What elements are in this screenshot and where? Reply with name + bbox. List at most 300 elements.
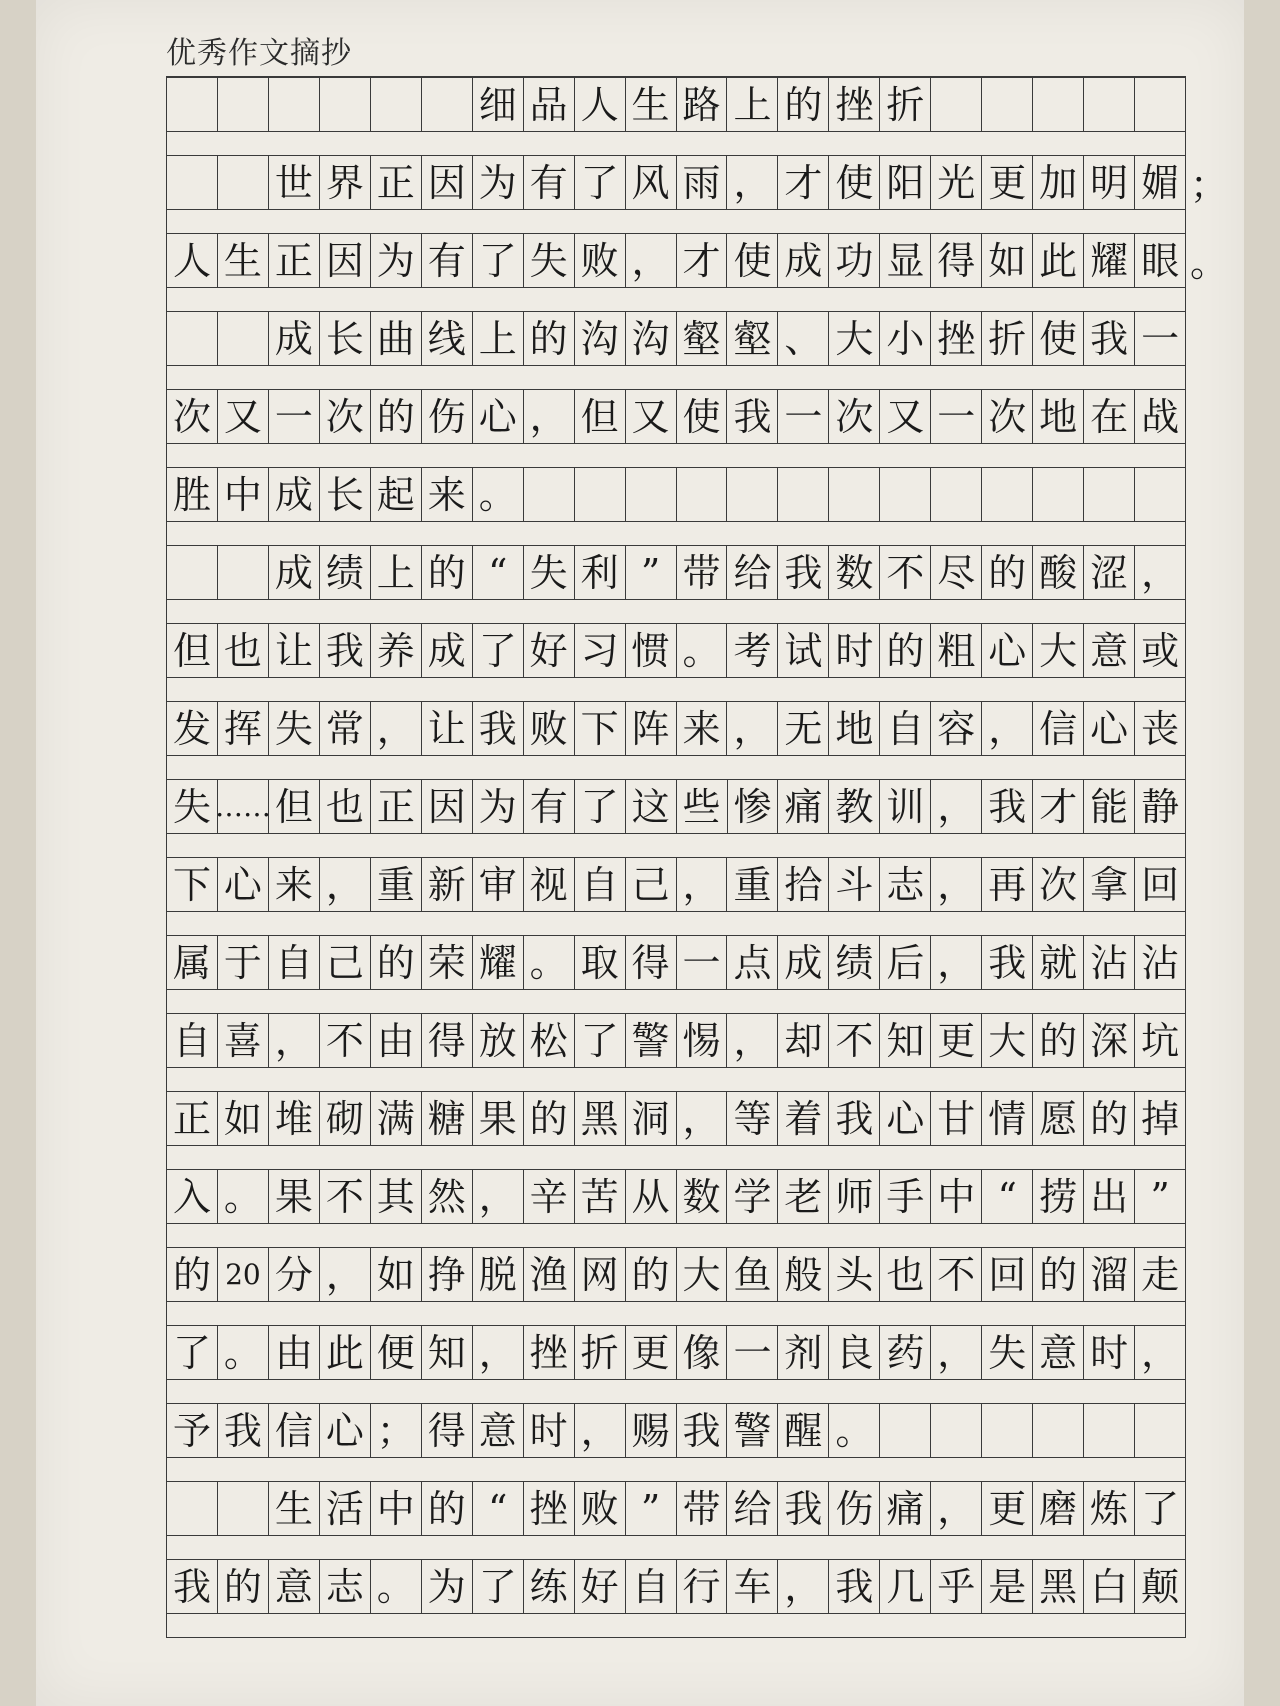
grid-cell: 甘 bbox=[931, 1092, 982, 1145]
grid-cell: 是 bbox=[982, 1560, 1033, 1613]
grid-cell: ， bbox=[320, 858, 371, 911]
grid-row-cells bbox=[166, 624, 1186, 678]
grid-cell: 地 bbox=[1033, 390, 1084, 443]
grid-row bbox=[166, 156, 1229, 234]
grid-cell bbox=[982, 468, 1033, 521]
grid-cell: 上 bbox=[727, 78, 778, 131]
grid-cell: 也 bbox=[880, 1248, 931, 1301]
grid-cell: 意 bbox=[1033, 1326, 1084, 1379]
grid-cell bbox=[167, 312, 218, 365]
grid-cell: 的 bbox=[167, 1248, 218, 1301]
grid-cell: 拿 bbox=[1084, 858, 1135, 911]
grid-cell: 得 bbox=[626, 936, 677, 989]
grid-cell: 心 bbox=[218, 858, 269, 911]
grid-cell bbox=[320, 78, 371, 131]
grid-cell: 习 bbox=[575, 624, 626, 677]
grid-cell: 一 bbox=[727, 1326, 778, 1379]
grid-row-cells bbox=[166, 936, 1186, 990]
grid-cell: 加 bbox=[1033, 156, 1084, 209]
grid-cell: ， bbox=[677, 858, 728, 911]
grid-cell bbox=[880, 1404, 931, 1457]
grid-cell: 情 bbox=[982, 1092, 1033, 1145]
grid-cell: 网 bbox=[575, 1248, 626, 1301]
grid-cell: 。 bbox=[218, 1170, 269, 1223]
grid-cell: 明 bbox=[1084, 156, 1135, 209]
grid-cell: 几 bbox=[880, 1560, 931, 1613]
grid-cell: 糖 bbox=[422, 1092, 473, 1145]
grid-cell: 渔 bbox=[524, 1248, 575, 1301]
grid-row bbox=[166, 1560, 1186, 1638]
grid-cell: 黑 bbox=[1033, 1560, 1084, 1613]
grid-cell: ， bbox=[931, 1482, 982, 1535]
grid-cell: 细 bbox=[473, 78, 524, 131]
grid-cell: 为 bbox=[473, 780, 524, 833]
grid-cell bbox=[1033, 78, 1084, 131]
grid-cell: 小 bbox=[880, 312, 931, 365]
grid-cell: 重 bbox=[727, 858, 778, 911]
grid-cell: 失 bbox=[982, 1326, 1033, 1379]
grid-cell: 下 bbox=[575, 702, 626, 755]
grid-cell: 了 bbox=[575, 156, 626, 209]
grid-cell: 点 bbox=[727, 936, 778, 989]
grid-cell: 信 bbox=[269, 1404, 320, 1457]
grid-cell: 正 bbox=[371, 780, 422, 833]
grid-cell: 阳 bbox=[880, 156, 931, 209]
grid-cell: 的 bbox=[982, 546, 1033, 599]
grid-cell: 使 bbox=[677, 390, 728, 443]
grid-cell: 志 bbox=[320, 1560, 371, 1613]
grid-cell bbox=[218, 78, 269, 131]
grid-cell: 风 bbox=[626, 156, 677, 209]
row-spacer bbox=[166, 834, 1186, 858]
grid-cell: 了 bbox=[473, 1560, 524, 1613]
row-spacer bbox=[166, 1380, 1186, 1404]
composition-grid bbox=[166, 76, 1229, 1638]
grid-cell: 路 bbox=[677, 78, 728, 131]
grid-cell: ， bbox=[371, 702, 422, 755]
row-spacer bbox=[166, 1458, 1186, 1482]
grid-cell: 。 bbox=[473, 468, 524, 521]
grid-cell: 又 bbox=[218, 390, 269, 443]
grid-cell: 也 bbox=[320, 780, 371, 833]
grid-cell: ” bbox=[1135, 1170, 1186, 1223]
grid-cell: 从 bbox=[626, 1170, 677, 1223]
grid-row-cells bbox=[166, 78, 1186, 132]
grid-cell: 正 bbox=[167, 1092, 218, 1145]
grid-cell: 松 bbox=[524, 1014, 575, 1067]
grid-cell: 败 bbox=[524, 702, 575, 755]
grid-cell: 考 bbox=[727, 624, 778, 677]
grid-cell: 更 bbox=[982, 156, 1033, 209]
grid-cell: 数 bbox=[677, 1170, 728, 1223]
grid-cell: 酸 bbox=[1033, 546, 1084, 599]
grid-cell: 这 bbox=[626, 780, 677, 833]
grid-cell bbox=[626, 468, 677, 521]
grid-cell: ， bbox=[524, 390, 575, 443]
grid-cell: 地 bbox=[829, 702, 880, 755]
grid-cell: 尽 bbox=[931, 546, 982, 599]
grid-cell: 耀 bbox=[473, 936, 524, 989]
grid-cell: 的 bbox=[778, 78, 829, 131]
grid-cell: 20 bbox=[218, 1248, 269, 1301]
grid-cell: 后 bbox=[880, 936, 931, 989]
grid-cell: 行 bbox=[677, 1560, 728, 1613]
grid-cell: 丧 bbox=[1135, 702, 1186, 755]
grid-cell: 手 bbox=[880, 1170, 931, 1223]
grid-cell bbox=[677, 468, 728, 521]
grid-cell: 生 bbox=[626, 78, 677, 131]
grid-cell: 的 bbox=[524, 1092, 575, 1145]
grid-cell: 痛 bbox=[880, 1482, 931, 1535]
grid-cell: 信 bbox=[1033, 702, 1084, 755]
grid-cell: 使 bbox=[727, 234, 778, 287]
grid-row-cells bbox=[166, 858, 1186, 912]
grid-row bbox=[166, 546, 1186, 624]
grid-cell: 自 bbox=[626, 1560, 677, 1613]
grid-cell bbox=[422, 78, 473, 131]
grid-cell: 或 bbox=[1135, 624, 1186, 677]
grid-cell: 才 bbox=[1033, 780, 1084, 833]
grid-cell: 着 bbox=[778, 1092, 829, 1145]
grid-cell: ， bbox=[1135, 546, 1186, 599]
grid-cell: 由 bbox=[269, 1326, 320, 1379]
row-spacer bbox=[166, 210, 1186, 234]
grid-cell: 但 bbox=[269, 780, 320, 833]
grid-cell bbox=[931, 1404, 982, 1457]
grid-cell: 的 bbox=[218, 1560, 269, 1613]
row-spacer bbox=[166, 1224, 1186, 1248]
grid-cell: 不 bbox=[829, 1014, 880, 1067]
grid-cell: 粗 bbox=[931, 624, 982, 677]
grid-cell: 意 bbox=[473, 1404, 524, 1457]
grid-cell: 眼 bbox=[1135, 234, 1186, 287]
grid-row-cells bbox=[166, 1014, 1186, 1068]
grid-cell: 自 bbox=[167, 1014, 218, 1067]
grid-cell: 时 bbox=[829, 624, 880, 677]
grid-cell: 不 bbox=[320, 1014, 371, 1067]
grid-cell: 警 bbox=[626, 1014, 677, 1067]
grid-cell: 的 bbox=[422, 1482, 473, 1535]
grid-cell: 像 bbox=[677, 1326, 728, 1379]
grid-cell: 了 bbox=[167, 1326, 218, 1379]
grid-cell: 赐 bbox=[626, 1404, 677, 1457]
grid-cell: ， bbox=[473, 1326, 524, 1379]
grid-cell: 养 bbox=[371, 624, 422, 677]
grid-cell: 中 bbox=[371, 1482, 422, 1535]
grid-cell bbox=[931, 468, 982, 521]
row-spacer bbox=[166, 990, 1186, 1014]
grid-cell: 不 bbox=[320, 1170, 371, 1223]
grid-cell: 壑 bbox=[727, 312, 778, 365]
grid-cell: 炼 bbox=[1084, 1482, 1135, 1535]
grid-cell: 的 bbox=[626, 1248, 677, 1301]
grid-cell: 掉 bbox=[1135, 1092, 1186, 1145]
grid-cell: 老 bbox=[778, 1170, 829, 1223]
grid-cell: 生 bbox=[269, 1482, 320, 1535]
grid-cell: 大 bbox=[982, 1014, 1033, 1067]
grid-cell: 让 bbox=[422, 702, 473, 755]
grid-cell: 为 bbox=[422, 1560, 473, 1613]
grid-cell: 了 bbox=[575, 1014, 626, 1067]
grid-cell: 的 bbox=[1033, 1014, 1084, 1067]
grid-cell: 大 bbox=[677, 1248, 728, 1301]
grid-cell: 正 bbox=[269, 234, 320, 287]
grid-cell: ， bbox=[575, 1404, 626, 1457]
grid-row bbox=[166, 1326, 1186, 1404]
grid-cell: 阵 bbox=[626, 702, 677, 755]
grid-cell: 满 bbox=[371, 1092, 422, 1145]
grid-cell: 车 bbox=[727, 1560, 778, 1613]
grid-cell: 正 bbox=[371, 156, 422, 209]
grid-cell: 容 bbox=[931, 702, 982, 755]
grid-cell: 惨 bbox=[728, 780, 779, 833]
grid-cell: 有 bbox=[524, 156, 575, 209]
grid-cell: 曲 bbox=[371, 312, 422, 365]
row-spacer bbox=[166, 1614, 1186, 1638]
grid-cell: 自 bbox=[880, 702, 931, 755]
grid-cell: 己 bbox=[626, 858, 677, 911]
grid-cell: 更 bbox=[982, 1482, 1033, 1535]
grid-cell: 我 bbox=[1084, 312, 1135, 365]
grid-cell: ， bbox=[778, 1560, 829, 1613]
grid-cell: 更 bbox=[931, 1014, 982, 1067]
grid-cell: ； bbox=[371, 1404, 422, 1457]
grid-cell: 好 bbox=[524, 624, 575, 677]
grid-cell: 一 bbox=[269, 390, 320, 443]
grid-cell: 给 bbox=[727, 546, 778, 599]
grid-cell: 出 bbox=[1084, 1170, 1135, 1223]
grid-cell: 放 bbox=[473, 1014, 524, 1067]
grid-cell: 来 bbox=[677, 702, 728, 755]
grid-row bbox=[166, 390, 1186, 468]
grid-cell bbox=[982, 78, 1033, 131]
grid-cell: 也 bbox=[218, 624, 269, 677]
grid-cell: 其 bbox=[371, 1170, 422, 1223]
grid-cell: 捞 bbox=[1033, 1170, 1084, 1223]
grid-cell: 失 bbox=[524, 546, 575, 599]
grid-cell: 心 bbox=[880, 1092, 931, 1145]
grid-cell: 好 bbox=[575, 1560, 626, 1613]
grid-cell: 人 bbox=[575, 78, 626, 131]
grid-row bbox=[166, 1248, 1186, 1326]
grid-cell: 痛 bbox=[778, 780, 829, 833]
grid-cell bbox=[1033, 468, 1084, 521]
grid-cell: 静 bbox=[1135, 780, 1186, 833]
grid-cell: 取 bbox=[575, 936, 626, 989]
grid-cell: 成 bbox=[778, 234, 829, 287]
row-spacer bbox=[166, 366, 1186, 390]
grid-cell: ， bbox=[982, 702, 1033, 755]
grid-cell: 壑 bbox=[677, 312, 728, 365]
grid-cell: 坑 bbox=[1135, 1014, 1186, 1067]
grid-cell: 大 bbox=[1033, 624, 1084, 677]
grid-cell: 败 bbox=[575, 234, 626, 287]
grid-cell: 入 bbox=[167, 1170, 218, 1223]
grid-cell: ， bbox=[1135, 1326, 1186, 1379]
grid-cell: 如 bbox=[218, 1092, 269, 1145]
grid-cell: 的 bbox=[371, 936, 422, 989]
grid-cell bbox=[218, 1482, 269, 1535]
grid-cell bbox=[167, 78, 218, 131]
grid-cell: 便 bbox=[371, 1326, 422, 1379]
grid-cell: 胜 bbox=[167, 468, 218, 521]
grid-cell: ， bbox=[473, 1170, 524, 1223]
grid-cell: 白 bbox=[1084, 1560, 1135, 1613]
grid-row bbox=[166, 1482, 1186, 1560]
grid-row-cells bbox=[166, 234, 1186, 288]
grid-cell: 光 bbox=[931, 156, 982, 209]
row-spacer bbox=[166, 1068, 1186, 1092]
grid-cell: 成 bbox=[778, 936, 829, 989]
grid-cell: 我 bbox=[218, 1404, 269, 1457]
grid-cell: 我 bbox=[982, 780, 1033, 833]
grid-cell: 心 bbox=[473, 390, 524, 443]
grid-row-cells bbox=[166, 1560, 1186, 1614]
grid-cell: 一 bbox=[778, 390, 829, 443]
grid-row-cells bbox=[166, 1092, 1186, 1146]
grid-row bbox=[166, 468, 1186, 546]
grid-cell: 得 bbox=[931, 234, 982, 287]
grid-cell: 常 bbox=[320, 702, 371, 755]
grid-cell: 等 bbox=[727, 1092, 778, 1145]
grid-cell: 了 bbox=[473, 234, 524, 287]
grid-cell: 沟 bbox=[626, 312, 677, 365]
grid-cell: 次 bbox=[829, 390, 880, 443]
grid-cell: 的 bbox=[524, 312, 575, 365]
grid-cell: 战 bbox=[1135, 390, 1186, 443]
grid-cell bbox=[1033, 1404, 1084, 1457]
grid-row bbox=[166, 936, 1186, 1014]
grid-cell: 次 bbox=[1033, 858, 1084, 911]
grid-cell: ， bbox=[320, 1248, 371, 1301]
grid-cell bbox=[1084, 1404, 1135, 1457]
grid-cell: 脱 bbox=[473, 1248, 524, 1301]
grid-cell: 惯 bbox=[626, 624, 677, 677]
grid-cell: 视 bbox=[524, 858, 575, 911]
grid-cell bbox=[931, 78, 982, 131]
grid-cell: 折 bbox=[575, 1326, 626, 1379]
grid-cell: 挫 bbox=[524, 1482, 575, 1535]
grid-cell: “ bbox=[982, 1170, 1033, 1223]
grid-cell bbox=[167, 156, 218, 209]
grid-cell: ， bbox=[269, 1014, 320, 1067]
grid-cell: 果 bbox=[473, 1092, 524, 1145]
grid-cell: 因 bbox=[320, 234, 371, 287]
grid-cell: 了 bbox=[1135, 1482, 1186, 1535]
grid-cell: 使 bbox=[1033, 312, 1084, 365]
grid-cell: 我 bbox=[320, 624, 371, 677]
grid-cell: 。 bbox=[829, 1404, 880, 1457]
grid-row-cells bbox=[166, 780, 1186, 834]
row-spacer bbox=[166, 756, 1186, 780]
grid-cell: 因 bbox=[422, 780, 473, 833]
grid-cell: 斗 bbox=[829, 858, 880, 911]
grid-row-cells bbox=[166, 468, 1186, 522]
grid-cell: 训 bbox=[880, 780, 931, 833]
grid-cell: 深 bbox=[1084, 1014, 1135, 1067]
grid-cell: ， bbox=[931, 936, 982, 989]
grid-row bbox=[166, 780, 1186, 858]
grid-cell: 洞 bbox=[626, 1092, 677, 1145]
row-spacer bbox=[166, 522, 1186, 546]
grid-cell: 沟 bbox=[575, 312, 626, 365]
grid-cell: 下 bbox=[167, 858, 218, 911]
grid-cell: 。 bbox=[218, 1326, 269, 1379]
grid-cell: 属 bbox=[167, 936, 218, 989]
grid-cell bbox=[218, 312, 269, 365]
row-spacer bbox=[166, 678, 1186, 702]
grid-cell: 失 bbox=[524, 234, 575, 287]
grid-cell: 数 bbox=[829, 546, 880, 599]
grid-cell: 颠 bbox=[1135, 1560, 1186, 1613]
grid-cell: 功 bbox=[829, 234, 880, 287]
grid-row-cells bbox=[166, 1248, 1186, 1302]
grid-cell: 教 bbox=[829, 780, 880, 833]
grid-cell: ， bbox=[677, 1092, 728, 1145]
grid-cell: 又 bbox=[626, 390, 677, 443]
grid-cell: 我 bbox=[829, 1092, 880, 1145]
grid-cell: 伤 bbox=[422, 390, 473, 443]
grid-cell: 世 bbox=[269, 156, 320, 209]
grid-cell: 但 bbox=[575, 390, 626, 443]
grid-cell: 失 bbox=[167, 780, 218, 833]
grid-cell: 成 bbox=[422, 624, 473, 677]
grid-row bbox=[166, 702, 1186, 780]
grid-cell: 自 bbox=[269, 936, 320, 989]
grid-cell: ， bbox=[931, 780, 982, 833]
grid-cell: 挫 bbox=[931, 312, 982, 365]
grid-cell: 次 bbox=[982, 390, 1033, 443]
grid-row bbox=[166, 234, 1229, 312]
grid-row bbox=[166, 1092, 1186, 1170]
grid-cell: 的 bbox=[880, 624, 931, 677]
grid-cell: 折 bbox=[982, 312, 1033, 365]
row-spacer bbox=[166, 1302, 1186, 1326]
grid-cell: 得 bbox=[422, 1404, 473, 1457]
grid-cell: 黑 bbox=[575, 1092, 626, 1145]
grid-cell: ， bbox=[727, 156, 778, 209]
grid-cell: 挣 bbox=[422, 1248, 473, 1301]
grid-cell: 的 bbox=[1033, 1248, 1084, 1301]
grid-cell: 给 bbox=[727, 1482, 778, 1535]
grid-cell: 我 bbox=[677, 1404, 728, 1457]
grid-cell: 更 bbox=[626, 1326, 677, 1379]
grid-cell: 我 bbox=[982, 936, 1033, 989]
grid-cell: 成 bbox=[269, 312, 320, 365]
grid-cell bbox=[982, 1404, 1033, 1457]
grid-cell: 重 bbox=[371, 858, 422, 911]
grid-cell: ， bbox=[727, 702, 778, 755]
grid-cell: 我 bbox=[778, 1482, 829, 1535]
grid-cell: 时 bbox=[524, 1404, 575, 1457]
grid-cell: 醒 bbox=[778, 1404, 829, 1457]
page-header: 优秀作文摘抄 bbox=[166, 36, 352, 71]
grid-row bbox=[166, 1404, 1186, 1482]
grid-cell bbox=[880, 468, 931, 521]
grid-cell: 然 bbox=[422, 1170, 473, 1223]
grid-cell: 但 bbox=[167, 624, 218, 677]
grid-cell: 如 bbox=[982, 234, 1033, 287]
margin-punctuation: ； bbox=[1190, 163, 1229, 207]
grid-cell bbox=[1135, 1404, 1186, 1457]
grid-cell: 就 bbox=[1033, 936, 1084, 989]
grid-cell: 砌 bbox=[320, 1092, 371, 1145]
grid-cell: 的 bbox=[422, 546, 473, 599]
grid-cell: 的 bbox=[1084, 1092, 1135, 1145]
grid-cell: 无 bbox=[778, 702, 829, 755]
grid-cell: 绩 bbox=[829, 936, 880, 989]
grid-cell: 回 bbox=[1135, 858, 1186, 911]
